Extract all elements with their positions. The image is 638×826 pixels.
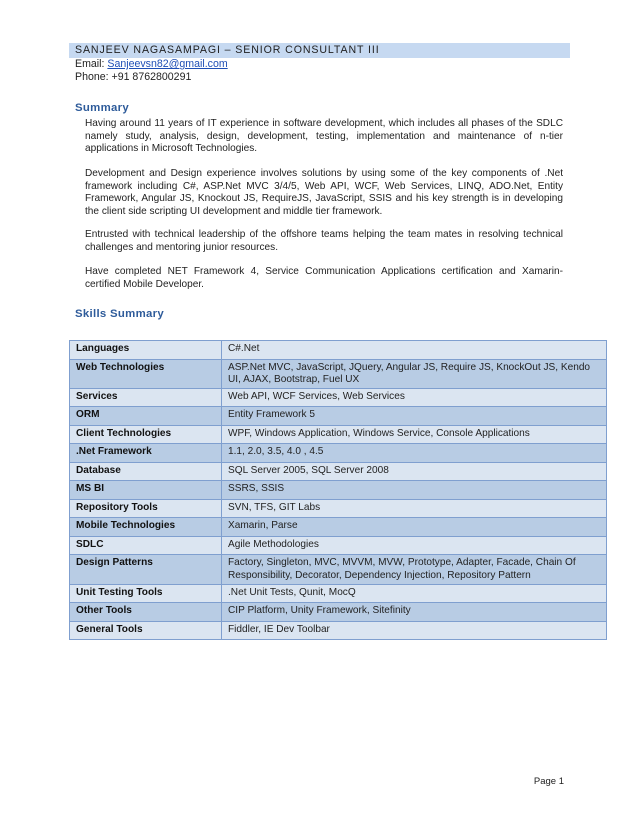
email-label: Email: bbox=[75, 58, 108, 70]
skills-table bbox=[69, 340, 607, 640]
skill-value: SVN, TFS, GIT Labs bbox=[222, 499, 607, 518]
table-row bbox=[70, 481, 607, 500]
skill-value: Entity Framework 5 bbox=[222, 407, 607, 426]
summary-paragraph: Development and Design experience involves solutions by using some of the key components of .Net framework including C#, ASP.Net MVC 3/4/5, Web API, WCF, Web Services, LINQ, ADO.Net, Entity Framework, Angular JS, Knockout JS, RequireJS, JavaScript, SSIS and his key strength is in developing the client side scripting UI development and middle tier framework. bbox=[85, 168, 563, 218]
skill-value: C#.Net bbox=[222, 341, 607, 360]
skill-value: Web API, WCF Services, Web Services bbox=[222, 388, 607, 407]
name-title-bar: SANJEEV NAGASAMPAGI – SENIOR CONSULTANT III bbox=[69, 43, 570, 58]
table-row bbox=[70, 444, 607, 463]
table-row bbox=[70, 462, 607, 481]
skills-heading: Skills Summary bbox=[75, 308, 165, 320]
skill-category: .Net Framework bbox=[70, 444, 222, 463]
summary-paragraph: Entrusted with technical leadership of the offshore teams helping the team mates in resolving technical challenges and mentoring junior resources. bbox=[85, 229, 563, 253]
skill-value: Xamarin, Parse bbox=[222, 518, 607, 537]
skill-value: CIP Platform, Unity Framework, Sitefinity bbox=[222, 603, 607, 622]
skill-category: Services bbox=[70, 388, 222, 407]
summary-paragraph: Having around 11 years of IT experience in software development, which includes all phases of the SDLC namely study, analysis, design, development, testing, implementation and maintenance of n-tier applications in Microsoft Technologies. bbox=[85, 118, 563, 155]
skill-value: SSRS, SSIS bbox=[222, 481, 607, 500]
skill-value: SQL Server 2005, SQL Server 2008 bbox=[222, 462, 607, 481]
table-row bbox=[70, 584, 607, 603]
table-row bbox=[70, 518, 607, 537]
table-row bbox=[70, 359, 607, 388]
table-row bbox=[70, 603, 607, 622]
table-row bbox=[70, 555, 607, 584]
skill-value: .Net Unit Tests, Qunit, MocQ bbox=[222, 584, 607, 603]
skill-value: Factory, Singleton, MVC, MVVM, MVW, Prototype, Adapter, Facade, Chain Of Responsibility, Decorator, Dependency Injection, Repository Pattern bbox=[222, 555, 607, 584]
summary-heading: Summary bbox=[75, 102, 130, 114]
skill-value: ASP.Net MVC, JavaScript, JQuery, Angular JS, Require JS, KnockOut JS, Kendo UI, AJAX, Bootstrap, Fuel UX bbox=[222, 359, 607, 388]
summary-paragraph: Have completed NET Framework 4, Service Communication Applications certification and Xamarin-certified Mobile Developer. bbox=[85, 266, 563, 290]
table-row bbox=[70, 388, 607, 407]
table-row bbox=[70, 621, 607, 640]
skill-category: SDLC bbox=[70, 536, 222, 555]
table-row bbox=[70, 407, 607, 426]
phone-line: Phone: +91 8762800291 bbox=[75, 71, 192, 83]
skill-value: Agile Methodologies bbox=[222, 536, 607, 555]
skill-category: Mobile Technologies bbox=[70, 518, 222, 537]
skill-category: Design Patterns bbox=[70, 555, 222, 584]
skill-value: WPF, Windows Application, Windows Service, Console Applications bbox=[222, 425, 607, 444]
skill-value: 1.1, 2.0, 3.5, 4.0 , 4.5 bbox=[222, 444, 607, 463]
table-row bbox=[70, 425, 607, 444]
table-row bbox=[70, 536, 607, 555]
skill-category: General Tools bbox=[70, 621, 222, 640]
table-row bbox=[70, 341, 607, 360]
skill-value: Fiddler, IE Dev Toolbar bbox=[222, 621, 607, 640]
table-row bbox=[70, 499, 607, 518]
skill-category: Other Tools bbox=[70, 603, 222, 622]
skill-category: Unit Testing Tools bbox=[70, 584, 222, 603]
page-number: Page 1 bbox=[533, 776, 564, 787]
email-link[interactable]: Sanjeevsn82@gmail.com bbox=[107, 58, 228, 70]
skill-category: Web Technologies bbox=[70, 359, 222, 388]
skill-category: Database bbox=[70, 462, 222, 481]
skill-category: MS BI bbox=[70, 481, 222, 500]
skill-category: Repository Tools bbox=[70, 499, 222, 518]
skill-category: ORM bbox=[70, 407, 222, 426]
email-line bbox=[75, 58, 228, 70]
skill-category: Languages bbox=[70, 341, 222, 360]
skill-category: Client Technologies bbox=[70, 425, 222, 444]
